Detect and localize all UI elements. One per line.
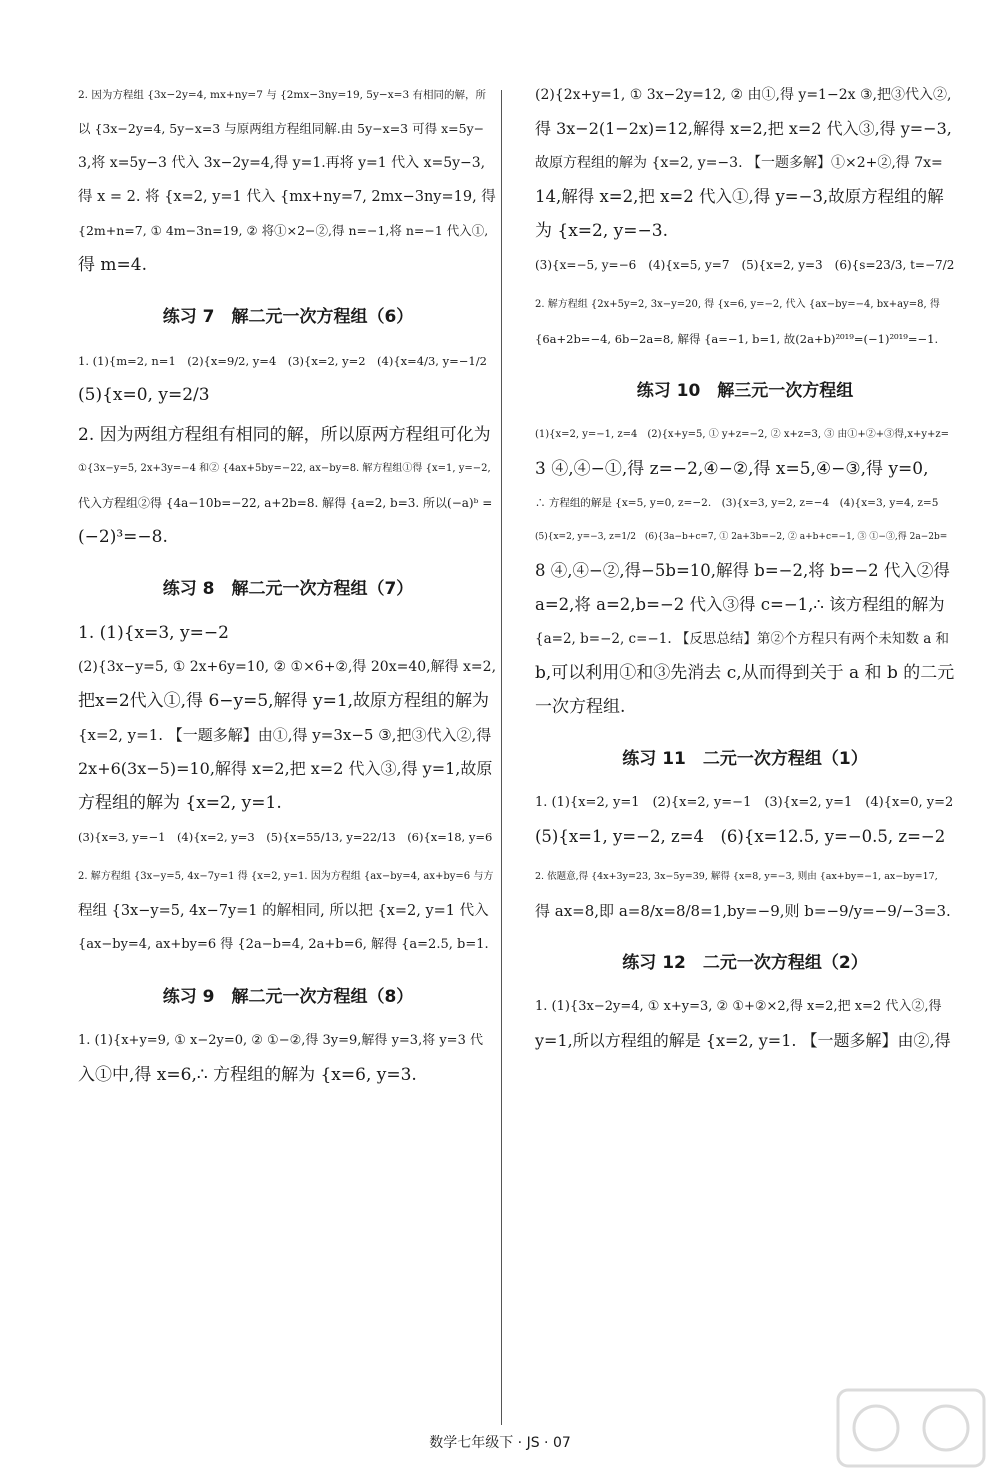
answer-line: 1. (1){x=3, y=−2 bbox=[78, 623, 229, 643]
answer-line: 得 m=4. bbox=[78, 255, 147, 275]
answer-block-p8-1 bbox=[78, 616, 498, 854]
answer-line: 得 x = 2. 将 {x=2, y=1 代入 {mx+ny=7, 2mx−3ny=19, 得 bbox=[78, 189, 496, 205]
answer-block-p9-1 bbox=[78, 1024, 498, 1092]
answer-line: 1. (1){m=2, n=1 (2){x=9/2, y=4 (3){x=2, y=2 (4){x=4/3, y=−1/2 bbox=[78, 354, 487, 368]
answer-line: {a=2, b=−2, c=−1. 【反思总结】第②个方程只有两个未知数 a 和 bbox=[535, 631, 950, 647]
right-column bbox=[535, 78, 955, 1064]
answer-block-p9-2 bbox=[535, 288, 955, 356]
answer-line: 3,将 x=5y−3 代入 3x−2y=4,得 y=1.再将 y=1 代入 x=5y−3, bbox=[78, 155, 486, 171]
answer-line: (2){3x−y=5, ① 2x+6y=10, ② ①×6+②,得 20x=40,解得 x=2, bbox=[78, 659, 497, 675]
answer-line: 2. 因为方程组 {3x−2y=4, mx+ny=7 与 {2mx−3ny=19, 5y−x=3 有相同的解，所 bbox=[78, 89, 486, 101]
answer-block-p10-1 bbox=[535, 418, 955, 724]
watermark-logo bbox=[836, 1388, 986, 1468]
answer-line: 2x+6(3x−5)=10,解得 x=2,把 x=2 代入③,得 y=1,故原 bbox=[78, 759, 493, 778]
answer-line: {ax−by=4, ax+by=6 得 {2a−b=4, 2a+b=6, 解得 {a=2.5, b=1. bbox=[78, 937, 489, 952]
answer-line: 一次方程组. bbox=[535, 697, 626, 717]
answer-block-p6-2 bbox=[78, 78, 498, 282]
section-title-lianxi-7: 练习 7 解二元一次方程组（6） bbox=[162, 307, 414, 327]
answer-line: ①{3x−y=5, 2x+3y=−4 和② {4ax+5by=−22, ax−by=8. 解方程组①得 {x=1, y=−2, bbox=[78, 463, 491, 474]
answer-line: {6a+2b=−4, 6b−2a=8, 解得 {a=−1, b=1, 故(2a+b)²⁰¹⁹=(−1)²⁰¹⁹=−1. bbox=[535, 332, 939, 346]
answer-line: b,可以利用①和③先消去 c,从而得到关于 a 和 b 的二元 bbox=[535, 663, 955, 683]
answer-line: (5){x=1, y=−2, z=4 (6){x=12.5, y=−0.5, z=−2 bbox=[535, 827, 946, 846]
answer-line: 1. (1){x+y=9, ① x−2y=0, ② ①−②,得 3y=9,解得 y=3,将 y=3 代 bbox=[78, 1033, 483, 1048]
answer-line: y=1,所以方程组的解是 {x=2, y=1. 【一题多解】由②,得 bbox=[535, 1031, 951, 1050]
answer-block-p12-1 bbox=[535, 990, 955, 1058]
answer-line: 程组 {3x−y=5, 4x−7y=1 的解相同, 所以把 {x=2, y=1 代入 bbox=[78, 903, 489, 919]
page-footer: 数学七年级下 · JS · 07 bbox=[429, 1435, 571, 1451]
answer-block-p7-1 bbox=[78, 344, 498, 412]
answer-line: (3){x=−5, y=−6 (4){x=5, y=7 (5){x=2, y=3 (6){s=23/3, t=−7/2 bbox=[535, 258, 955, 272]
section-title-lianxi-8: 练习 8 解二元一次方程组（7） bbox=[162, 579, 414, 599]
left-column bbox=[78, 78, 498, 1098]
answer-line: 方程组的解为 {x=2, y=1. bbox=[78, 793, 282, 813]
answer-line: 故原方程组的解为 {x=2, y=−3. 【一题多解】①×2+②,得 7x= bbox=[535, 155, 943, 171]
answer-line: (5){x=0, y=2/3 bbox=[78, 385, 210, 405]
answer-line: 入①中,得 x=6,∴ 方程组的解为 {x=6, y=3. bbox=[78, 1065, 417, 1085]
answer-block-p11-1 bbox=[535, 786, 955, 854]
answer-line: {2m+n=7, ① 4m−3n=19, ② 将①×2−②,得 n=−1,将 n=−1 代入①, bbox=[78, 223, 489, 238]
answer-line: 以 {3x−2y=4, 5y−x=3 与原两组方程组同解.由 5y−x=3 可得 x=5y− bbox=[78, 121, 485, 136]
answer-block-p11-2 bbox=[535, 860, 955, 928]
section-title-lianxi-12: 练习 12 二元一次方程组（2） bbox=[622, 953, 868, 973]
column-divider bbox=[501, 90, 502, 1425]
answer-line: 2. 解方程组 {2x+5y=2, 3x−y=20, 得 {x=6, y=−2, 代入 {ax−by=−4, bx+ay=8, 得 bbox=[535, 299, 940, 310]
answer-line: a=2,将 a=2,b=−2 代入③得 c=−1,∴ 该方程组的解为 bbox=[535, 595, 945, 614]
section-title-lianxi-9: 练习 9 解二元一次方程组（8） bbox=[162, 987, 414, 1007]
answer-line: (2){2x+y=1, ① 3x−2y=12, ② 由①,得 y=1−2x ③,把③代入②, bbox=[535, 87, 952, 103]
answer-line: 14,解得 x=2,把 x=2 代入①,得 y=−3,故原方程组的解 bbox=[535, 187, 944, 206]
answer-line: 代入方程组②得 {4a−10b=−22, a+2b=8. 解得 {a=2, b=3. 所以(−a)ᵇ = bbox=[78, 496, 493, 510]
answer-line: 2. 解方程组 {3x−y=5, 4x−7y=1 得 {x=2, y=1. 因为方程组 {ax−by=4, ax+by=6 与方 bbox=[78, 871, 494, 882]
answer-line: (−2)³=−8. bbox=[78, 527, 168, 547]
answer-line: ∴ 方程组的解是 {x=5, y=0, z=−2. (3){x=3, y=2, z=−4 (4){x=3, y=4, z=5 bbox=[535, 497, 939, 509]
answer-block-p7-2 bbox=[78, 418, 498, 554]
answer-block-p8-2 bbox=[78, 860, 498, 962]
section-title-lianxi-11: 练习 11 二元一次方程组（1） bbox=[622, 749, 868, 769]
answer-line: (3){x=3, y=−1 (4){x=2, y=3 (5){x=55/13, y=22/13 (6){x=18, y=6 bbox=[78, 830, 493, 844]
answer-line: 得 ax=8,即 a=8/x=8/8=1,by=−9,则 b=−9/y=−9/−3=3. bbox=[535, 902, 951, 920]
answer-line: 2. 因为两组方程组有相同的解，所以原两方程组可化为 bbox=[78, 425, 491, 445]
answer-line: 1. (1){3x−2y=4, ① x+y=3, ② ①+②×2,得 x=2,把 x=2 代入②,得 bbox=[535, 999, 942, 1014]
answer-line: 8 ④,④−②,得−5b=10,解得 b=−2,将 b=−2 代入②得 bbox=[535, 561, 950, 580]
answer-line: 2. 依题意,得 {4x+3y=23, 3x−5y=39, 解得 {x=8, y=−3, 则由 {ax+by=−1, ax−by=17, bbox=[535, 871, 938, 882]
answer-line: 1. (1){x=2, y=1 (2){x=2, y=−1 (3){x=2, y=1 (4){x=0, y=2 bbox=[535, 795, 954, 810]
answer-line: (5){x=2, y=−3, z=1/2 (6){3a−b+c=7, ① 2a+3b=−2, ② a+b+c=−1, ③ ①−③,得 2a−2b= bbox=[535, 532, 948, 542]
answer-line: 为 {x=2, y=−3. bbox=[535, 221, 668, 241]
answer-line: 把x=2代入①,得 6−y=5,解得 y=1,故原方程组的解为 bbox=[78, 691, 490, 711]
answer-line: 得 3x−2(1−2x)=12,解得 x=2,把 x=2 代入③,得 y=−3, bbox=[535, 119, 952, 138]
answer-line: 3 ④,④−①,得 z=−2,④−②,得 x=5,④−③,得 y=0, bbox=[535, 459, 929, 479]
answer-line: (1){x=2, y=−1, z=4 (2){x+y=5, ① y+z=−2, ② x+z=3, ③ 由①+②+③得,x+y+z= bbox=[535, 429, 950, 440]
answer-line: {x=2, y=1. 【一题多解】由①,得 y=3x−5 ③,把③代入②,得 bbox=[78, 726, 492, 744]
section-title-lianxi-10: 练习 10 解三元一次方程组 bbox=[636, 381, 854, 401]
answer-block-p9-1-cont bbox=[535, 78, 955, 282]
